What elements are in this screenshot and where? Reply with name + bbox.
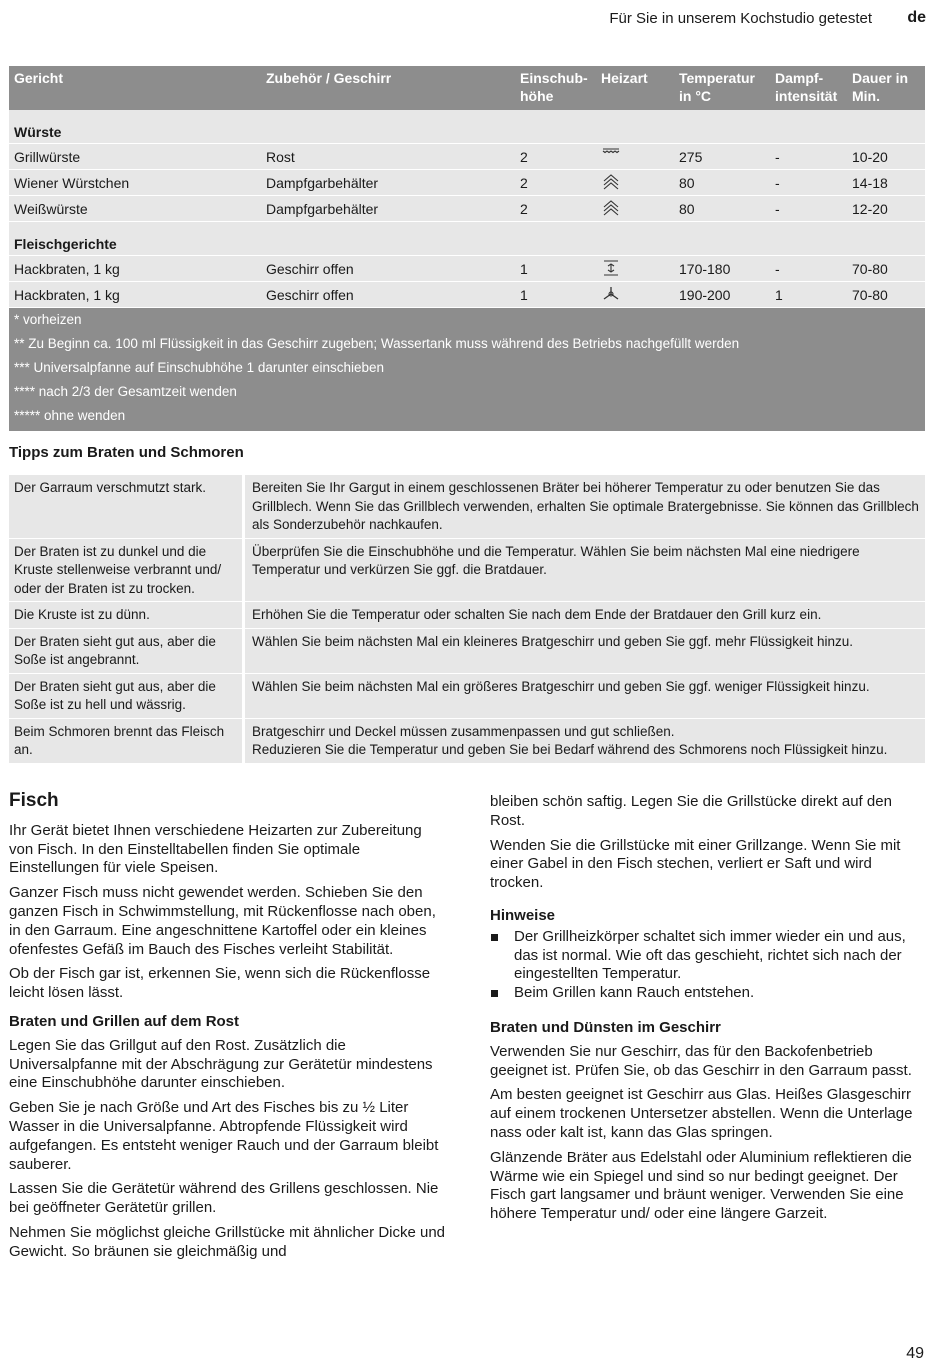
tip-solution: Wählen Sie beim nächsten Mal ein kleineres Bratgeschirr und geben Sie ggf. mehr Flüssigkeit hinzu. bbox=[252, 633, 854, 649]
cell-accessory: Dampfgarbehälter bbox=[266, 201, 379, 217]
cell-level: 1 bbox=[520, 261, 528, 277]
cell-dish: Weißwürste bbox=[14, 201, 88, 217]
table-row bbox=[9, 282, 925, 308]
group-title: Würste bbox=[14, 124, 62, 140]
group-title: Fleischgerichte bbox=[14, 236, 117, 252]
paragraph: Wenden Sie die Grillstücke mit einer Grillzange. Wenn Sie mit einer Gabel in den Fisch stechen, verliert er Saft und wird trocken. bbox=[490, 836, 901, 892]
cell-level: 2 bbox=[520, 201, 528, 217]
paragraph: Am besten geeignet ist Geschirr aus Glas. Heißes Glasgeschirr auf einem trockenen Untersetzer abstellen. Wenn die Unterlage nass oder kalt ist, kann das Glas springen. bbox=[490, 1086, 913, 1141]
paragraph: Ob der Fisch gar ist, erkennen Sie, wenn sich die Rückenflosse leicht lösen lässt. bbox=[9, 965, 431, 1002]
cell-steam: - bbox=[775, 175, 780, 191]
list-item bbox=[490, 928, 922, 984]
tips-heading: Tipps zum Braten und Schmoren bbox=[9, 444, 244, 461]
group-title-fleischgerichte bbox=[9, 222, 925, 256]
paragraph: Legen Sie das Grillgut auf den Rost. Zusätzlich die Universalpfanne mit der Abschrägung zur Gerätetür mindestens eine Einschubhöhe darunter einschieben. bbox=[9, 1036, 433, 1092]
cell-temperature: 190-200 bbox=[679, 287, 731, 303]
col-header-dish: Gericht bbox=[14, 70, 64, 86]
table-footnotes bbox=[9, 308, 925, 431]
table-row bbox=[9, 196, 925, 222]
subheading-geschirr: Braten und Dünsten im Geschirr bbox=[490, 1018, 721, 1036]
cell-steam: 1 bbox=[775, 287, 783, 303]
paragraph: Ganzer Fisch muss nicht gewendet werden. Schieben Sie den ganzen Fisch in Schwimmstellung, mit Rückenflosse nach oben, in den Garraum. Eine angeschnittene Kartoffel oder ein kleines ofenfestes Gefäß im Bauch des Fisches verleiht Stabilität. bbox=[9, 884, 436, 958]
cell-accessory: Geschirr offen bbox=[266, 287, 354, 303]
list-item bbox=[490, 984, 922, 1003]
tip-solution: Überprüfen Sie die Einschubhöhe und die Temperatur. Wählen Sie beim nächsten Mal eine niedrigere Temperatur und verkürzen Sie ggf. die Bratdauer. bbox=[252, 543, 860, 577]
steam-icon bbox=[601, 199, 621, 217]
footnote: ** Zu Beginn ca. 100 ml Flüssigkeit in das Geschirr zugeben; Wassertank muss während des Betriebs nachgefüllt werden bbox=[14, 336, 740, 351]
table-row bbox=[9, 170, 925, 196]
cell-duration: 70-80 bbox=[852, 261, 888, 277]
paragraph: Ihr Gerät bietet Ihnen verschiedene Heizarten zur Zubereitung von Fisch. In den Einstelltabellen finden Sie optimale Einstellungen für viele Speisen. bbox=[9, 821, 422, 877]
cell-steam: - bbox=[775, 149, 780, 165]
paragraph: Verwenden Sie nur Geschirr, das für den Backofenbetrieb geeignet ist. Prüfen Sie, ob das Geschirr in den Garraum passt. bbox=[490, 1042, 912, 1079]
cell-temperature: 80 bbox=[679, 175, 695, 191]
footnote: *** Universalpfanne auf Einschubhöhe 1 darunter einschieben bbox=[14, 360, 385, 375]
paragraph: Glänzende Bräter aus Edelstahl oder Aluminium reflektieren die Wärme wie ein Spiegel und sind so nur bedingt geeignet. Der Fisch gart langsamer und bräunt weniger. Verwenden Sie eine höhere Temperatur und/ oder eine längere Garzeit. bbox=[490, 1148, 912, 1223]
subheading-rost: Braten und Grillen auf dem Rost bbox=[9, 1012, 240, 1030]
hinweise-list bbox=[490, 928, 922, 1003]
cell-steam: - bbox=[775, 201, 780, 217]
square-bullet-icon bbox=[491, 990, 498, 997]
grill-icon bbox=[601, 147, 621, 165]
square-bullet-icon bbox=[491, 934, 498, 941]
left-column bbox=[9, 792, 446, 1268]
cell-accessory: Rost bbox=[266, 149, 295, 165]
cell-temperature: 275 bbox=[679, 149, 703, 165]
right-column bbox=[490, 793, 922, 1230]
cell-duration: 12-20 bbox=[852, 201, 888, 217]
cell-dish: Grillwürste bbox=[14, 149, 81, 165]
tip-solution: Bratgeschirr und Deckel müssen zusammenpassen und gut schließen. Reduzieren Sie die Temperatur und geben Sie bei Bedarf während des Schmorens noch Flüssigkeit hinzu. bbox=[252, 723, 888, 757]
cell-duration: 14-18 bbox=[852, 175, 888, 191]
col-header-duration: Dauer in Min. bbox=[852, 70, 909, 104]
table-row bbox=[9, 144, 925, 170]
tip-solution: Erhöhen Sie die Temperatur oder schalten Sie nach dem Ende der Bratdauer den Grill kurz ein. bbox=[252, 607, 822, 622]
page-number: 49 bbox=[906, 1345, 924, 1362]
cell-steam: - bbox=[775, 261, 780, 277]
cell-level: 1 bbox=[520, 287, 528, 303]
steam-icon bbox=[601, 173, 621, 191]
table-header-row bbox=[9, 66, 925, 110]
tip-problem: Der Braten sieht gut aus, aber die Soße ist angebrannt. bbox=[9, 629, 245, 673]
language-code: de bbox=[907, 9, 926, 26]
paragraph: Nehmen Sie möglichst gleiche Grillstücke mit ähnlicher Dicke und Gewicht. So bräunen sie gleichmäßig und bbox=[9, 1223, 446, 1260]
col-header-heating: Heizart bbox=[601, 70, 648, 86]
cell-level: 2 bbox=[520, 149, 528, 165]
tip-problem: Der Braten ist zu dunkel und die Kruste stellenweise verbrannt und/ oder der Braten ist zu trocken. bbox=[9, 539, 245, 602]
cell-dish: Hackbraten, 1 kg bbox=[14, 261, 120, 277]
page-header bbox=[0, 8, 950, 30]
list-item-text: Beim Grillen kann Rauch entstehen. bbox=[514, 984, 755, 1002]
col-header-level: Einschub- höhe bbox=[520, 70, 588, 104]
top-bottom-heat-icon bbox=[601, 259, 621, 277]
cell-duration: 10-20 bbox=[852, 149, 888, 165]
settings-table bbox=[9, 66, 925, 431]
col-header-steam: Dampf- intensität bbox=[775, 70, 838, 104]
col-header-temperature: Temperatur in °C bbox=[679, 70, 755, 104]
cell-duration: 70-80 bbox=[852, 287, 888, 303]
tips-table bbox=[9, 475, 925, 763]
tip-solution: Wählen Sie beim nächsten Mal ein größeres Bratgeschirr und geben Sie ggf. weniger Flüssigkeit hinzu. bbox=[252, 678, 870, 694]
cell-accessory: Dampfgarbehälter bbox=[266, 175, 379, 191]
table-row bbox=[9, 256, 925, 282]
tip-problem: Beim Schmoren brennt das Fleisch an. bbox=[9, 719, 245, 763]
cell-dish: Wiener Würstchen bbox=[14, 175, 130, 191]
section-title-fisch: Fisch bbox=[9, 790, 59, 811]
footnote: ***** ohne wenden bbox=[14, 408, 126, 423]
subheading-hinweise: Hinweise bbox=[490, 906, 556, 924]
tip-problem: Der Garraum verschmutzt stark. bbox=[9, 475, 245, 538]
tips-row bbox=[9, 719, 925, 763]
tips-row bbox=[9, 629, 925, 674]
paragraph: bleiben schön saftig. Legen Sie die Grillstücke direkt auf den Rost. bbox=[490, 793, 892, 829]
hot-air-steam-icon bbox=[601, 285, 621, 303]
list-item-text: Der Grillheizkörper schaltet sich immer wieder ein und aus, das ist normal. Wie oft das geschieht, richtet sich nach der eingestellten Temperatur. bbox=[514, 927, 906, 983]
cell-temperature: 80 bbox=[679, 201, 695, 217]
tips-row bbox=[9, 674, 925, 719]
cell-level: 2 bbox=[520, 175, 528, 191]
header-title: Für Sie in unserem Kochstudio getestet bbox=[609, 10, 872, 27]
tips-row bbox=[9, 602, 925, 629]
tip-problem: Der Braten sieht gut aus, aber die Soße ist zu hell und wässrig. bbox=[9, 674, 245, 718]
paragraph: Geben Sie je nach Größe und Art des Fisches bis zu ½ Liter Wasser in die Universalpfanne. Abtropfende Flüssigkeit wird aufgefangen. Es entsteht weniger Rauch und der Garraum bleibt sauberer. bbox=[9, 1099, 439, 1173]
paragraph: Lassen Sie die Gerätetür während des Grillens geschlossen. Nie bei geöffneter Gerätetür grillen. bbox=[9, 1180, 439, 1217]
cell-temperature: 170-180 bbox=[679, 261, 731, 277]
cell-dish: Hackbraten, 1 kg bbox=[14, 287, 120, 303]
tip-problem: Die Kruste ist zu dünn. bbox=[9, 602, 245, 628]
tips-row bbox=[9, 539, 925, 603]
tips-row bbox=[9, 475, 925, 539]
tip-solution: Bereiten Sie Ihr Gargut in einem geschlossenen Bräter bei höherer Temperatur zu oder benutzen Sie das Grillblech. Wenn Sie das Grillblech verwenden, erhalten Sie optimale Bratergebnisse. Sie können das Grillblech als Sonderzubehör nachkaufen. bbox=[252, 480, 919, 532]
group-title-wuerste bbox=[9, 110, 925, 144]
col-header-accessory: Zubehör / Geschirr bbox=[266, 70, 392, 86]
cell-accessory: Geschirr offen bbox=[266, 261, 354, 277]
footnote: * vorheizen bbox=[14, 312, 82, 327]
footnote: **** nach 2/3 der Gesamtzeit wenden bbox=[14, 384, 237, 399]
